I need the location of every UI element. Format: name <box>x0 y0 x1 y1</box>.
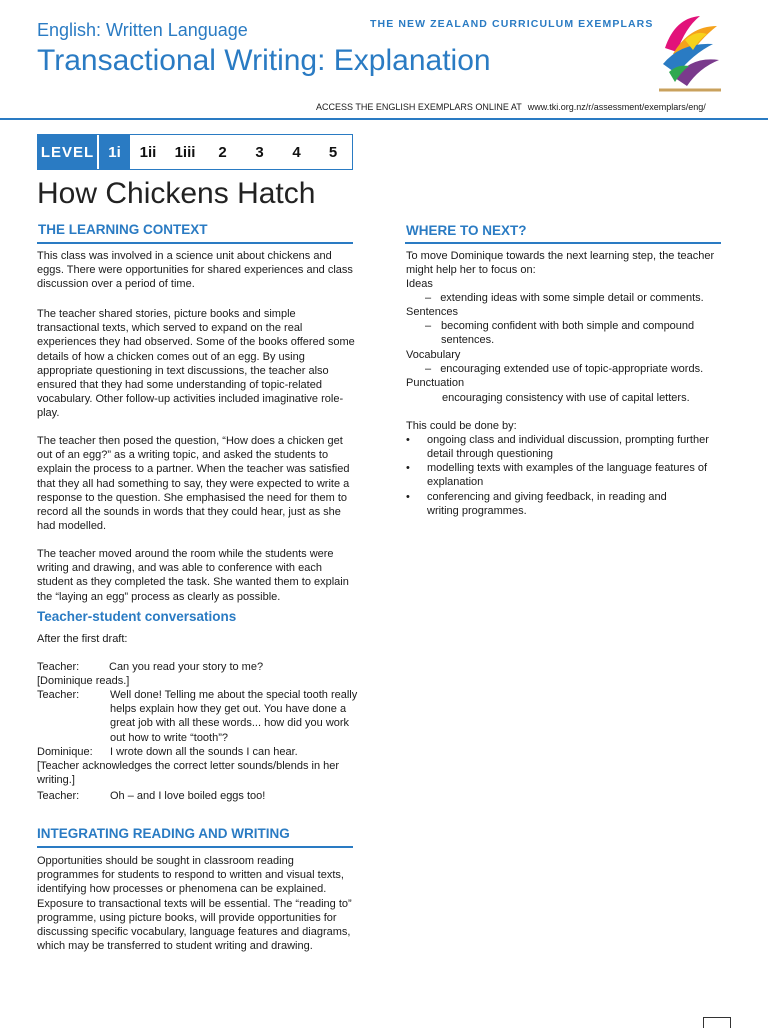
integrating-heading: INTEGRATING READING AND WRITING <box>37 826 290 841</box>
conversation-speaker: Teacher: <box>37 689 80 701</box>
conversation-text: Can you read your story to me? <box>109 661 264 673</box>
conversation-text: [Dominique reads.] <box>37 675 130 687</box>
level-5[interactable]: 5 <box>328 143 338 161</box>
document-title: How Chickens Hatch <box>37 177 316 210</box>
conversations-heading: Teacher-student conversations <box>37 609 237 624</box>
focus-area: Sentences <box>406 306 458 318</box>
focus-area: Punctuation <box>406 377 465 389</box>
conversation-speaker: Teacher: <box>37 790 80 802</box>
conversation-text: [Teacher acknowledges the correct letter sounds/blends in her writing.] <box>37 760 340 787</box>
page-title: Transactional Writing: Explanation <box>37 44 491 77</box>
section-divider <box>37 846 353 848</box>
level-1ii[interactable]: 1ii <box>139 143 157 161</box>
focus-item: – extending ideas with some simple detail or comments. <box>425 292 704 304</box>
learning-context-paragraph: The teacher moved around the room while the students were writing and drawing, and was able to conference with each student as they completed the task. She wanted them to explain the “laying an egg” process as clearly as possible. <box>37 548 349 603</box>
integrating-paragraph: Opportunities should be sought in classroom reading programmes for students to respond to written and visual texts, identifying how processes or phenomena can be explained. Exposure to transactional texts will be essential. The “reading to” programme, using picture books, will provide opportunities for discussing specific vocabulary, language features and diagrams, which may be transferred to student writing and drawing. <box>37 855 352 953</box>
learning-context-paragraph: The teacher then posed the question, “How does a chicken get out of an egg?” as a writing topic, and asked the students to explain the process to a partner. When the teacher was satisfied that they all had something to say, they were expected to write a response to the question. She emphasised the need for them to record all the sounds in words that they could hear, just as she had modelled. <box>37 435 350 533</box>
access-label: ACCESS THE ENGLISH EXEMPLARS ONLINE AT <box>316 102 522 112</box>
level-bar <box>37 134 353 170</box>
conversation-text: Well done! Telling me about the special tooth really helps explain how they get out. You have done a great job with all these words... how did you work out how to write “tooth”? <box>110 689 358 744</box>
conversation-text: I wrote down all the sounds I can hear. <box>110 746 298 758</box>
learning-context-paragraph: This class was involved in a science unit about chickens and eggs. There were opportunities for shared experiences and class discussion over a period of time. <box>37 250 353 291</box>
level-4[interactable]: 4 <box>292 143 301 161</box>
where-next-intro: To move Dominique towards the next learning step, the teacher might help her to focus on: <box>406 250 715 277</box>
level-label: LEVEL <box>38 135 97 169</box>
conversation-text: Oh – and I love boiled eggs too! <box>110 790 266 802</box>
curriculum-logo-icon <box>655 8 725 92</box>
conversation-speaker: Dominique: <box>37 746 93 758</box>
header-divider <box>0 118 768 120</box>
level-3[interactable]: 3 <box>255 143 264 161</box>
access-line <box>316 102 706 112</box>
subject-label: English: Written Language <box>37 20 248 40</box>
learning-context-heading: THE LEARNING CONTEXT <box>38 222 208 237</box>
done-by-label: This could be done by: <box>406 420 517 432</box>
page-corner-mark <box>703 1017 731 1028</box>
level-2[interactable]: 2 <box>218 143 227 161</box>
focus-item: encouraging consistency with use of capital letters. <box>442 392 690 404</box>
conversations-intro: After the first draft: <box>37 633 128 645</box>
access-url[interactable]: www.tki.org.nz/r/assessment/exemplars/eng/ <box>527 102 706 112</box>
where-next-heading: WHERE TO NEXT? <box>406 223 527 238</box>
conversation-speaker: Teacher: <box>37 661 80 673</box>
level-1iii[interactable]: 1iii <box>174 143 196 161</box>
focus-area: Ideas <box>406 278 433 290</box>
focus-item: – encouraging extended use of topic-appropriate words. <box>425 363 704 375</box>
learning-context-paragraph: The teacher shared stories, picture books and simple transactional texts, which served to expand on the real experiences they had observed. Some of the books offered some details of how a chicken comes out of an egg. By using appropriate questioning in text discussions, the teacher also ensured that they had some understanding of topic-related vocabulary. Other follow-up activities included imaginative role-play. <box>37 308 355 420</box>
level-1i[interactable]: 1i <box>97 135 130 169</box>
section-divider <box>37 242 353 244</box>
focus-area: Vocabulary <box>406 349 461 361</box>
section-divider <box>405 242 721 244</box>
series-title: THE NEW ZEALAND CURRICULUM EXEMPLARS <box>370 18 654 30</box>
